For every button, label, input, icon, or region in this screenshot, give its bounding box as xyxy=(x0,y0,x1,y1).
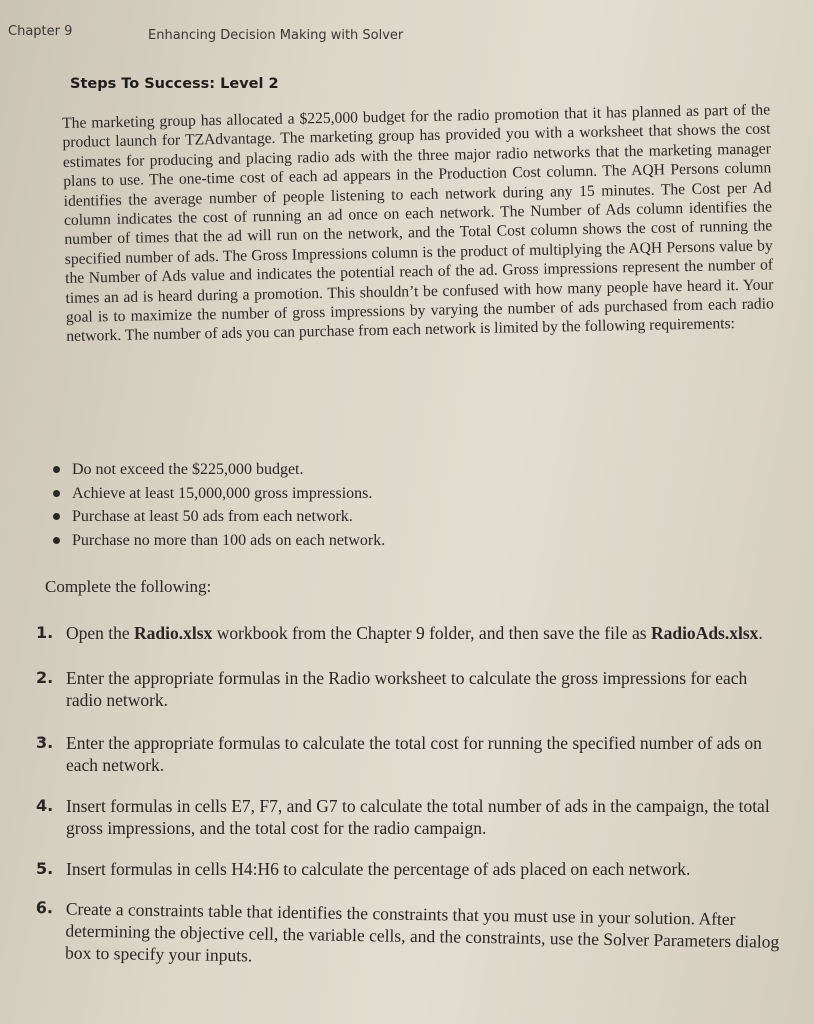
list-item xyxy=(50,505,385,529)
step-number: 1. xyxy=(36,623,54,642)
step-text: Enter the appropriate formulas in the Radio worksheet to calculate the gross impressions for each radio network. xyxy=(66,668,748,710)
intro-paragraph: The marketing group has allocated a $225,000 budget for the radio promotion that it has planned as part of the product launch for TZAdvantage. The marketing group has provided you with a worksheet that shows the cost estimates for producing and placing radio ads with the three major radio networks that the marketing manager plans to use. The one-time cost of each ad appears in the Production Cost column. The AQH Persons column identifies the average number of people listening to each network during any 15 minutes. The Cost per Ad column indicates the cost of running an ad once on each network. The Number of Ads column identifies the number of times that the ad will run on the network, and the Total Cost column shows the cost of running the specified number of ads. The Gross Impressions column is the product of multiplying the AQH Persons value by the Number of Ads value and indicates the potential reach of the ad. Gross impressions represent the number of times an ad is heard during a promotion. This shouldn’t be confused with how many people have heard it. Your goal is to maximize the number of gross impressions by varying the number of ads purchased from each radio network. The number of ads you can purchase from each network is limited by the following requirements: xyxy=(62,101,774,346)
step-item xyxy=(36,858,786,880)
steps-list xyxy=(36,622,786,980)
step-number: 3. xyxy=(36,733,54,752)
step-number: 4. xyxy=(36,796,54,815)
step-number: 6. xyxy=(35,897,54,918)
bullet-icon xyxy=(53,537,60,544)
step-text: Insert formulas in cells E7, F7, and G7 to calculate the total number of ads in the campaign, the total gross impressions, and the total cost for the radio campaign. xyxy=(66,796,770,838)
bullet-icon xyxy=(53,466,60,473)
step-item xyxy=(35,897,786,975)
step-number: 5. xyxy=(36,859,54,878)
step-item xyxy=(36,667,786,711)
step-item xyxy=(36,732,786,776)
step-text: Open the Radio.xlsx workbook from the Chapter 9 folder, and then save the file as RadioAds.xlsx. xyxy=(66,623,763,643)
chapter-label: Chapter 9 xyxy=(8,24,73,39)
requirement-text: Purchase at least 50 ads from each network. xyxy=(72,508,353,525)
complete-heading: Complete the following: xyxy=(45,577,212,596)
requirement-text: Purchase no more than 100 ads on each network. xyxy=(72,531,386,549)
bullet-icon xyxy=(53,513,60,520)
requirements-list xyxy=(50,458,385,552)
list-item xyxy=(50,529,385,553)
running-title: Enhancing Decision Making with Solver xyxy=(148,28,404,43)
requirement-text: Achieve at least 15,000,000 gross impressions. xyxy=(72,484,373,502)
list-item xyxy=(50,458,385,482)
step-text: Insert formulas in cells H4:H6 to calculate the percentage of ads placed on each network. xyxy=(66,859,691,879)
step-number: 2. xyxy=(36,668,54,687)
filename: RadioAds.xlsx xyxy=(650,623,759,643)
page-header xyxy=(8,24,806,48)
step-item xyxy=(36,622,786,644)
filename: Radio.xlsx xyxy=(134,623,213,643)
step-item xyxy=(36,795,786,839)
step-text: Create a constraints table that identifies the constraints that you must use in your solution. After determining the objective cell, the variable cells, and the constraints, use the Solver Parameters dialog box to specify your inputs. xyxy=(64,898,780,966)
section-title: Steps To Success: Level 2 xyxy=(70,76,279,92)
step-text: Enter the appropriate formulas to calculate the total cost for running the specified number of ads on each network. xyxy=(66,733,762,775)
list-item xyxy=(50,482,385,506)
requirement-text: Do not exceed the $225,000 budget. xyxy=(72,461,304,478)
bullet-icon xyxy=(53,490,60,497)
